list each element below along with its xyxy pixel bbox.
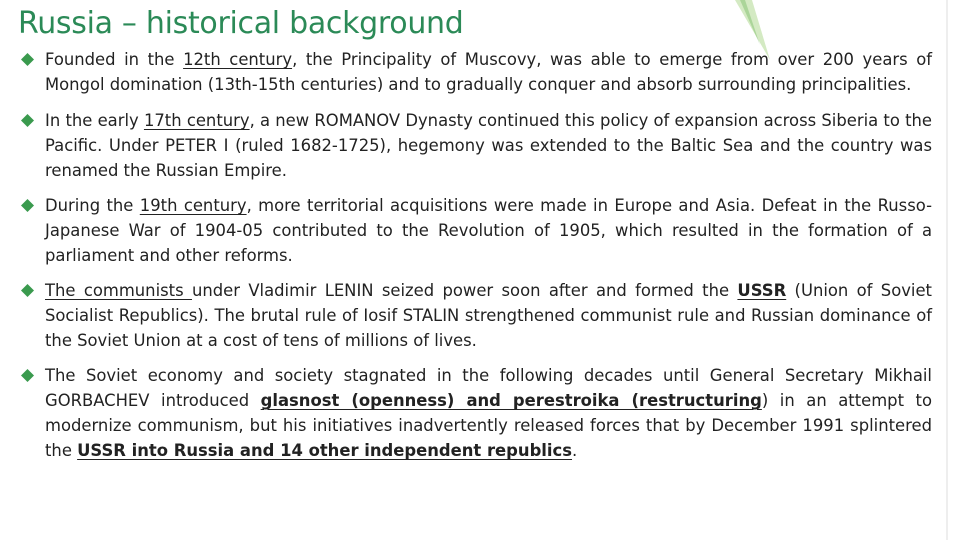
bullet-text: [45, 50, 932, 94]
bullet-text: [45, 111, 932, 180]
bullet-item: [18, 47, 932, 97]
bullet-item: [18, 193, 932, 268]
bullet-text-run: , more territorial acquisitions were made in Europe and Asia. Defeat in the Russo-Japanese War of 1904-05 contributed to the Revolution of 1905, which resulted in the formation of a parliament and other reforms.: [45, 196, 932, 265]
underlined-text-run: 19th century: [139, 196, 247, 215]
bullet-text: [45, 281, 932, 350]
slide-title: Russia – historical background: [18, 6, 464, 41]
corner-wedge-shape: [740, 0, 760, 45]
underlined-text-run: The communists: [45, 281, 192, 300]
bullet-text: [45, 196, 932, 265]
bold-underlined-text-run: USSR: [737, 281, 787, 300]
diamond-bullet-icon: [21, 284, 34, 297]
diamond-bullet-icon: [21, 114, 34, 127]
underlined-text-run: 12th century: [183, 50, 293, 69]
underlined-text-run: 17th century: [143, 111, 250, 130]
bold-underlined-text-run: USSR into Russia and 14 other independent republics: [77, 441, 573, 460]
diamond-bullet-icon: [21, 53, 34, 66]
bullet-text-run: The Soviet economy and society stagnated in the following decades until General Secretary Mikhail GORBACHEV introduced: [45, 366, 932, 410]
bullet-list: [18, 47, 932, 474]
bullet-text-run: .: [572, 441, 578, 460]
bullet-text-run: under Vladimir LENIN seized power soon after and formed the: [191, 281, 738, 300]
diamond-bullet-icon: [21, 369, 34, 382]
bullet-text-run: In the early: [45, 111, 144, 130]
bullet-text-run: , the Principality of Muscovy, was able to emerge from over 200 years of Mongol domination (13th-15th centuries) and to gradually conquer and absorb surrounding principalities.: [45, 50, 933, 94]
bullet-text-run: ) in an attempt to modernize communism, but his initiatives inadvertently released forces that by December 1991 splintered the: [45, 391, 932, 460]
bold-underlined-text-run: glasnost (openness) and perestroika (restructuring: [260, 391, 762, 410]
bullet-item: [18, 278, 932, 353]
bullet-text-run: (Union of Soviet Socialist Republics). The brutal rule of Iosif STALIN strengthened communist rule and Russian dominance of the Soviet Union at a cost of tens of millions of lives.: [45, 281, 932, 350]
bullet-text-run: , a new ROMANOV Dynasty continued this policy of expansion across Siberia to the Pacific. Under PETER I (ruled 1682-1725), hegemony was extended to the Baltic Sea and the country was renamed the Russian Empire.: [45, 111, 932, 180]
diamond-bullet-icon: [21, 199, 34, 212]
bullet-text-run: Founded in the: [45, 50, 184, 69]
bullet-text: [45, 366, 932, 460]
bullet-text-run: During the: [45, 196, 140, 215]
bullet-item: [18, 363, 932, 463]
bullet-item: [18, 108, 932, 183]
